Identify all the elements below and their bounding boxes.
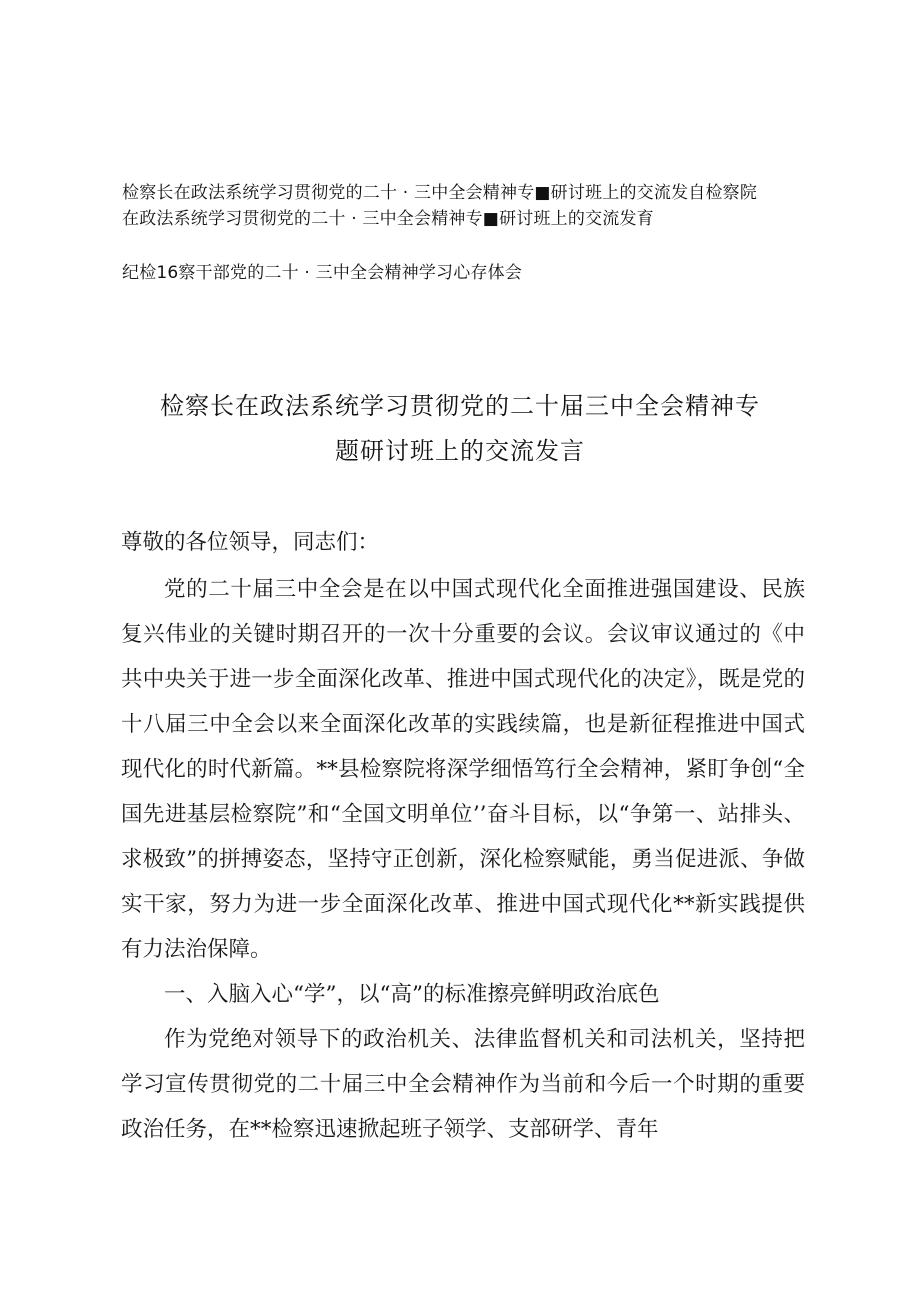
title-line-1: 检察长在政法系统学习贯彻党的二十届三中全会精神专 — [160, 392, 760, 420]
toc-entry-3[interactable]: 纪检16察干部党的二十 · 三中全会精神学习心存体会 — [122, 263, 523, 283]
toc-entry-2[interactable]: 在政法系统学习贯彻党的二十 · 三中全会精神专■研讨班上的交流发育 — [122, 209, 654, 229]
paragraph-1: 党的二十届三中全会是在以中国式现代化全面推进强国建设、民族复兴伟业的关键时期召开的一次十分重要的会议。会议审议通过的《中共中央关于进一步全面深化改革、推进中国式现代化的决定》，既是党的十八届三中全会以来全面深化改革的实践续篇，也是新征程推进中国式现代化的时代新篇。**县检察院将深学细悟笃行全会精神，紧盯争创“全国先进基层检察院”和“全国文明单位’’奋斗目标，以“争第一、站排头、求极致”的拼搏姿态，坚持守正创新，深化检察赋能，勇当促进派、争做实干家，努力为进一步全面深化改革、推进中国式现代化**新实践提供有力法治保障。 — [121, 577, 805, 962]
salutation: 尊敬的各位领导，同志们： — [121, 530, 380, 555]
table-of-contents — [122, 180, 842, 286]
document-body — [121, 520, 805, 1152]
toc-spacer — [122, 232, 842, 260]
section-heading-1: 一、入脑入心“学”，以“高”的标准擦亮鲜明政治底色 — [164, 982, 660, 1007]
toc-entry-1[interactable]: 检察长在政法系统学习贯彻党的二十 · 三中全会精神专■研讨班上的交流发自检察院 — [122, 183, 758, 203]
document-title — [120, 384, 800, 474]
title-line-2: 题研讨班上的交流发言 — [335, 437, 585, 465]
paragraph-2: 作为党绝对领导下的政治机关、法律监督机关和司法机关，坚持把学习宣传贯彻党的二十届三中全会精神作为当前和今后一个时期的重要政治任务，在**检察迅速掀起班子领学、支部研学、青年 — [121, 1027, 805, 1142]
